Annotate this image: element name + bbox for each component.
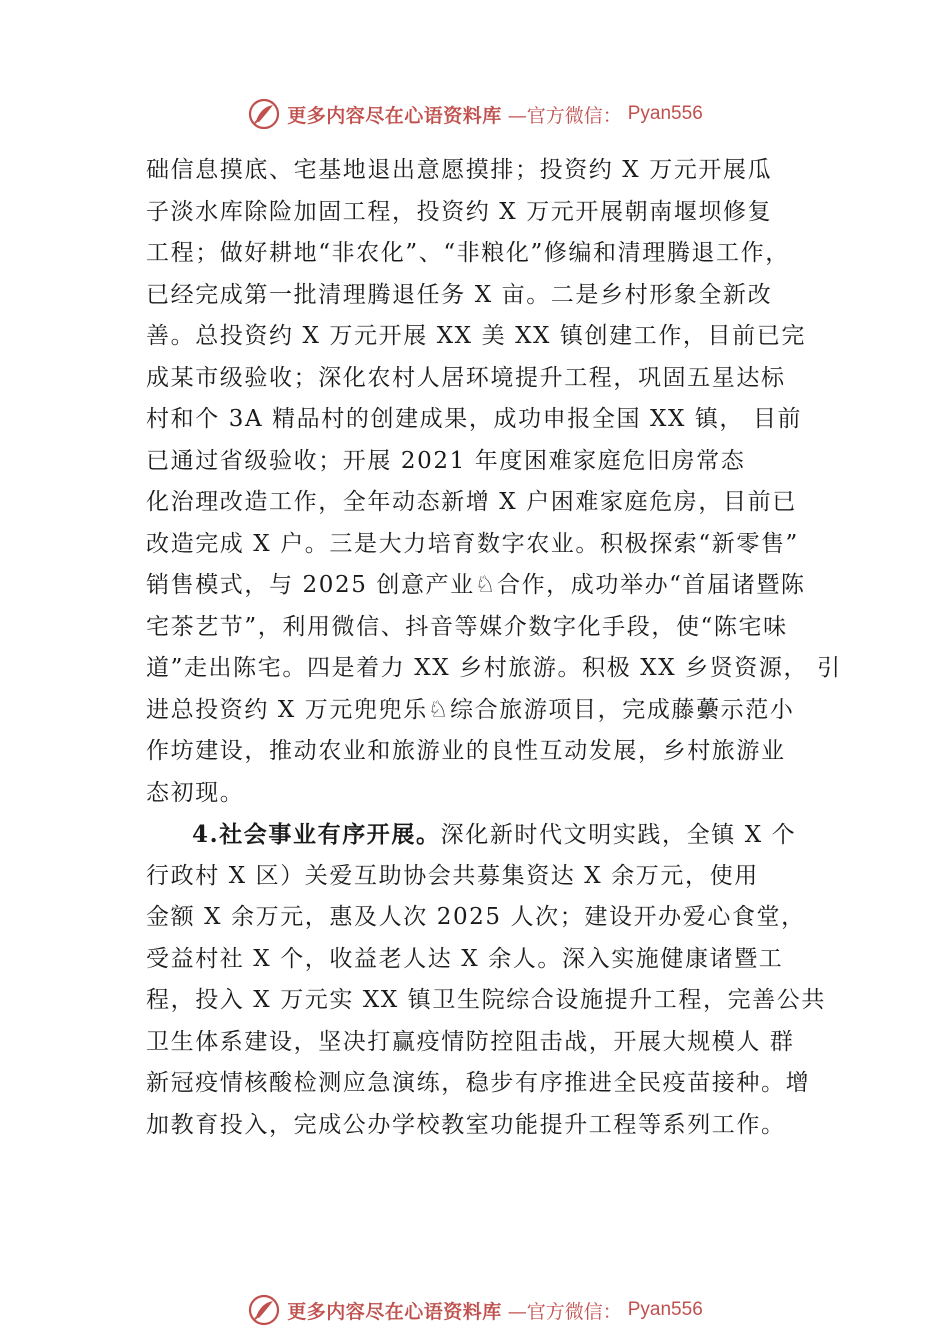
body-line: 善。总投资约 X 万元开展 XX 美 XX 镇创建工作，目前已完 (146, 323, 806, 349)
section-4-first-line (146, 814, 836, 856)
body-line: 作坊建设，推动农业和旅游业的良性互动发展，乡村旅游业 (146, 738, 786, 764)
document-body (146, 150, 842, 1146)
body-line: 成某市级验收；深化农村人居环境提升工程，巩固五星达标 (146, 364, 786, 391)
body-line: 工程；做好耕地“非农化”、“非粮化”修编和清理腾退工作， (146, 240, 790, 266)
body-line: 础信息摸底、宅基地退出意愿摸排；投资约 X 万元开展瓜 (146, 157, 773, 183)
brush-logo-icon (247, 1293, 281, 1327)
body-line: 加教育投入，完成公办学校教室功能提升工程等系列工作。 (146, 1111, 786, 1138)
body-line: 已通过省级验收；开展 2021 年度困难家庭危旧房常态 (146, 447, 746, 474)
header-library-name: 更多内容尽在心语资料库 (287, 104, 502, 127)
section-4-heading: 4.社会事业有序开展。 (192, 821, 441, 848)
body-line: 态初现。 (146, 779, 245, 806)
header-banner (0, 92, 950, 136)
body-line: 已经完成第一批清理腾退任务 X 亩。二是乡村形象全新改 (146, 281, 773, 308)
body-line: 进总投资约 X 万元兜兜乐♘综合旅游项目，完成藤虆示范小 (146, 696, 795, 723)
body-line: 新冠疫情核酸检测应急演练，稳步有序推进全民疫苗接种。增 (146, 1070, 811, 1096)
header-wechat-label: —官方微信： (507, 104, 622, 127)
header-wechat-id: Pyan556 (627, 103, 703, 124)
body-line: 村和个 3A 精品村的创建成果，成功申报全国 XX 镇， 目前 (146, 406, 803, 432)
body-line: 金额 X 余万元，惠及人次 2025 人次；建设开办爱心食堂， (146, 904, 806, 930)
body-line: 卫生体系建设，坚决打赢疫情防控阻击战，开展大规模人 群 (146, 1028, 795, 1055)
body-line: 化治理改造工作，全年动态新增 X 户困难家庭危房，目前已 (146, 489, 797, 515)
body-line: 子淡水库除险加固工程，投资约 X 万元开展朝南堰坝修复 (146, 198, 773, 225)
body-line: 道”走出陈宅。四是着力 XX 乡村旅游。积极 XX 乡贤资源， 引 (146, 655, 842, 681)
brush-logo-icon (247, 97, 281, 131)
footer-wechat-id: Pyan556 (627, 1299, 703, 1320)
body-line: 行政村 X 区）关爱互助协会共募集资达 X 余万元，使用 (146, 862, 759, 889)
body-line: 销售模式，与 2025 创意产业♘合作，成功举办“首届诸暨陈 (146, 572, 806, 598)
body-line: 程，投入 X 万元实 XX 镇卫生院综合设施提升工程，完善公共 (146, 987, 826, 1013)
section-4-lead: 深化新时代文明实践，全镇 X 个 (440, 822, 797, 848)
footer-wechat-label: —官方微信： (507, 1300, 622, 1323)
footer-banner (0, 1288, 950, 1332)
footer-library-name: 更多内容尽在心语资料库 (287, 1300, 502, 1323)
body-line: 宅茶艺节”，利用微信、抖音等媒介数字化手段，使“陈宅味 (146, 613, 788, 640)
body-line: 受益村社 X 个，收益老人达 X 余人。深入实施健康诸暨工 (146, 945, 784, 972)
body-line: 改造完成 X 户。三是大力培育数字农业。积极探索“新零售” (146, 530, 799, 557)
